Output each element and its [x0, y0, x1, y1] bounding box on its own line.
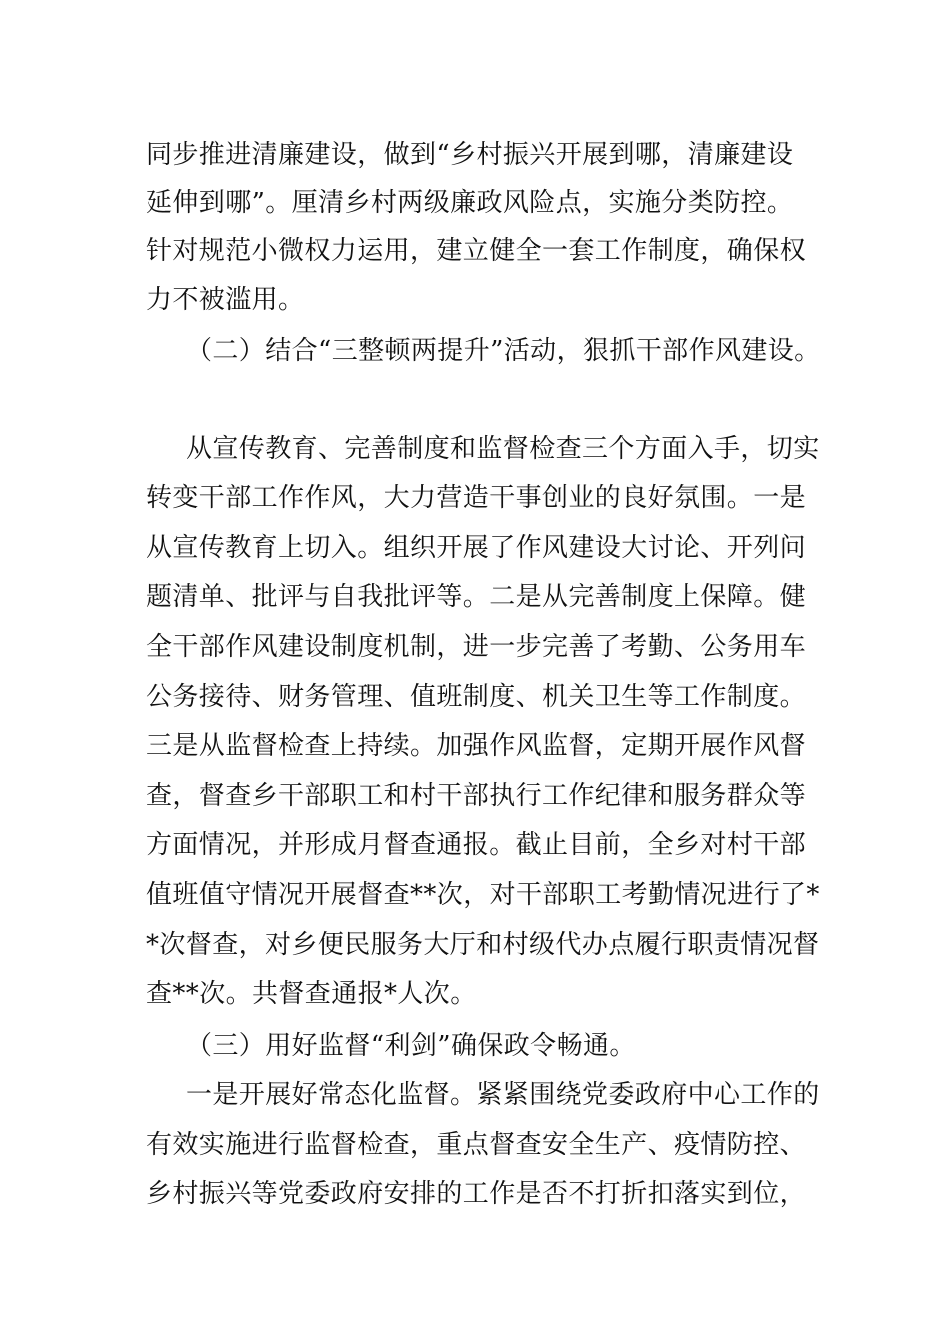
section-heading-3: （三）用好监督“利剑”确保政令畅通。 [186, 1031, 636, 1061]
paragraph-2-line-12: 查**次。共督查通报*人次。 [146, 979, 477, 1009]
paragraph-3-line-3: 乡村振兴等党委政府安排的工作是否不打折扣落实到位， [146, 1179, 807, 1209]
paragraph-2-line-3: 从宣传教育上切入。组织开展了作风建设大讨论、开列问 [146, 533, 807, 563]
paragraph-2-line-9: 方面情况，并形成月督查通报。截止目前，全乡对村干部 [146, 830, 807, 860]
paragraph-2-line-2: 转变干部工作作风，大力营造干事创业的良好氛围。一是 [146, 483, 807, 513]
paragraph-2-line-6: 公务接待、财务管理、值班制度、机关卫生等工作制度。 [146, 682, 807, 712]
paragraph-1-line-2: 延伸到哪”。厘清乡村两级廉政风险点，实施分类防控。 [146, 188, 794, 218]
section-heading-2: （二）结合“三整顿两提升”活动，狠抓干部作风建设。 [186, 336, 821, 366]
paragraph-2-line-10: 值班值守情况开展督查**次，对干部职工考勤情况进行了* [146, 880, 820, 910]
paragraph-1-line-4: 力不被滥用。 [146, 285, 305, 315]
paragraph-1-line-1: 同步推进清廉建设，做到“乡村振兴开展到哪，清廉建设 [146, 140, 794, 170]
paragraph-1-line-3: 针对规范小微权力运用，建立健全一套工作制度，确保权 [146, 236, 807, 266]
paragraph-2-line-7: 三是从监督检查上持续。加强作风监督，定期开展作风督 [146, 731, 807, 761]
paragraph-3-line-1: 一是开展好常态化监督。紧紧围绕党委政府中心工作的 [186, 1080, 820, 1110]
paragraph-2-line-1: 从宣传教育、完善制度和监督检查三个方面入手，切实 [186, 434, 820, 464]
paragraph-2-line-11: *次督查，对乡便民服务大厅和村级代办点履行职责情况督 [146, 930, 820, 960]
paragraph-2-line-5: 全干部作风建设制度机制，进一步完善了考勤、公务用车 [146, 632, 807, 662]
paragraph-2-line-4: 题清单、批评与自我批评等。二是从完善制度上保障。健 [146, 582, 807, 612]
paragraph-3-line-2: 有效实施进行监督检查，重点督查安全生产、疫情防控、 [146, 1130, 807, 1160]
paragraph-2-line-8: 查，督查乡干部职工和村干部执行工作纪律和服务群众等 [146, 781, 807, 811]
